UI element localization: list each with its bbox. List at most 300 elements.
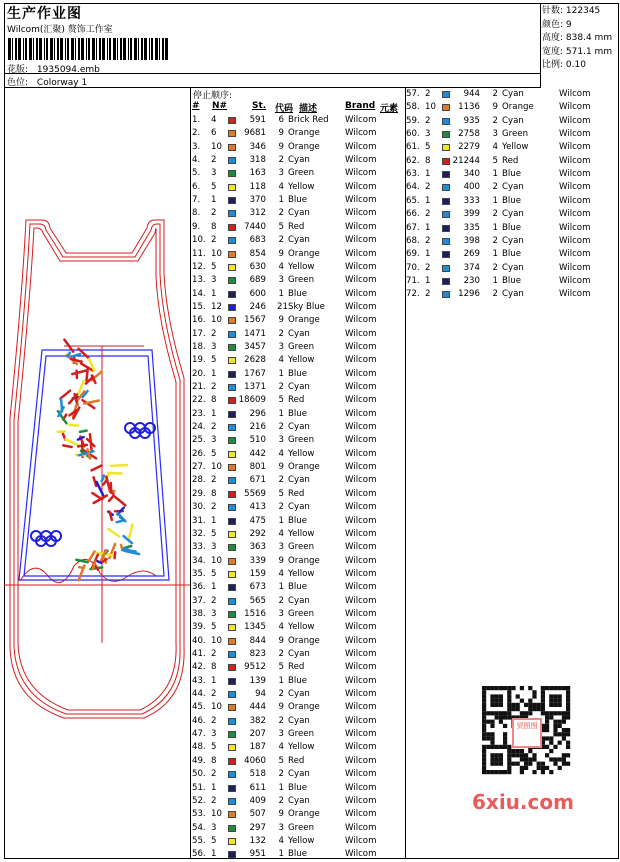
row-brand: Wilcom xyxy=(345,768,376,781)
row-stitches: 382 xyxy=(238,715,266,728)
color-swatch xyxy=(228,384,236,391)
row-number: 57. xyxy=(406,88,420,101)
qr-module xyxy=(490,724,494,728)
row-needle: 1 xyxy=(425,195,430,208)
design-divider xyxy=(190,87,191,859)
color-row xyxy=(192,621,404,634)
row-brand: Wilcom xyxy=(345,394,376,407)
color-swatch xyxy=(228,331,236,338)
barcode-bar xyxy=(96,38,97,60)
barcode xyxy=(8,38,168,60)
row-code: 4 xyxy=(277,261,284,274)
qr-module xyxy=(566,762,570,766)
row-code: 1 xyxy=(491,248,498,261)
color-row xyxy=(192,207,404,220)
qr-module xyxy=(495,745,499,749)
row-code: 1 xyxy=(491,168,498,181)
row-description: Orange xyxy=(288,701,320,714)
row-description: Orange xyxy=(288,127,320,140)
barcode-bar xyxy=(12,38,13,60)
row-code: 2 xyxy=(491,88,498,101)
color-row xyxy=(192,515,404,528)
qr-module xyxy=(558,766,562,770)
row-number: 44. xyxy=(192,688,206,701)
qr-module xyxy=(558,741,562,745)
row-number: 22. xyxy=(192,394,206,407)
qr-module xyxy=(524,762,528,766)
qr-module xyxy=(490,745,494,749)
color-row xyxy=(192,541,404,554)
row-brand: Wilcom xyxy=(345,461,376,474)
row-stitches: 444 xyxy=(238,701,266,714)
qr-module xyxy=(495,770,499,774)
row-stitches: 673 xyxy=(238,581,266,594)
qr-module xyxy=(537,703,541,707)
barcode-bar xyxy=(130,38,132,60)
qr-module xyxy=(549,757,553,761)
row-needle: 2 xyxy=(211,328,216,341)
qr-module xyxy=(511,707,515,711)
row-stitches: 296 xyxy=(238,408,266,421)
color-swatch xyxy=(228,718,236,725)
row-needle: 2 xyxy=(425,235,430,248)
barcode-bar xyxy=(75,38,76,60)
row-number: 43. xyxy=(192,675,206,688)
barcode-bar xyxy=(120,38,122,60)
row-number: 33. xyxy=(192,541,206,554)
row-description: Cyan xyxy=(288,715,310,728)
color-row xyxy=(406,155,586,168)
row-number: 47. xyxy=(192,728,206,741)
qr-module xyxy=(482,770,486,774)
qr-module xyxy=(562,711,566,715)
row-stitches: 132 xyxy=(238,835,266,848)
row-number: 5. xyxy=(192,167,200,180)
qr-module xyxy=(520,753,524,757)
row-brand: Wilcom xyxy=(559,155,590,168)
row-needle: 2 xyxy=(211,154,216,167)
row-description: Blue xyxy=(288,368,307,381)
row-brand: Wilcom xyxy=(559,141,590,154)
qr-module xyxy=(545,766,549,770)
row-description: Blue xyxy=(288,515,307,528)
qr-module xyxy=(553,720,557,724)
qr-module xyxy=(558,724,562,728)
row-brand: Wilcom xyxy=(345,328,376,341)
color-swatch xyxy=(228,437,236,444)
qr-module xyxy=(566,703,570,707)
row-stitches: 935 xyxy=(452,115,480,128)
row-description: Cyan xyxy=(288,381,310,394)
qr-module xyxy=(524,703,528,707)
qr-module xyxy=(520,770,524,774)
qr-module xyxy=(566,753,570,757)
barcode-bar xyxy=(65,38,66,60)
row-code: 1 xyxy=(277,194,284,207)
barcode-bar xyxy=(8,38,11,60)
row-description: Yellow xyxy=(288,528,314,541)
row-needle: 1 xyxy=(211,288,216,301)
row-description: Cyan xyxy=(502,181,524,194)
row-brand: Wilcom xyxy=(345,581,376,594)
row-code: 2 xyxy=(277,474,284,487)
row-code: 2 xyxy=(491,208,498,221)
qr-module xyxy=(553,745,557,749)
phoenix-stitch xyxy=(109,496,114,501)
row-needle: 1 xyxy=(425,248,430,261)
qr-module xyxy=(490,762,494,766)
row-description: Red xyxy=(288,488,304,501)
row-number: 67. xyxy=(406,222,420,235)
barcode-bar xyxy=(99,38,101,60)
row-stitches: 4060 xyxy=(238,755,266,768)
qr-module xyxy=(482,699,486,703)
row-brand: Wilcom xyxy=(345,822,376,835)
phoenix-stitch xyxy=(92,493,102,499)
qr-module xyxy=(499,753,503,757)
qr-module xyxy=(503,711,507,715)
row-number: 24. xyxy=(192,421,206,434)
qr-module xyxy=(482,694,486,698)
qr-module xyxy=(495,694,499,698)
row-code: 9 xyxy=(277,127,284,140)
qr-module xyxy=(541,690,545,694)
row-stitches: 2758 xyxy=(452,128,480,141)
row-code: 2 xyxy=(277,154,284,167)
row-needle: 1 xyxy=(425,275,430,288)
qr-module xyxy=(490,703,494,707)
color-swatch xyxy=(228,664,236,671)
row-number: 54. xyxy=(192,822,206,835)
barcode-bar xyxy=(134,38,137,60)
row-brand: Wilcom xyxy=(345,421,376,434)
stop-sequence-caption: 停止顺序: xyxy=(193,88,232,101)
color-swatch xyxy=(228,237,236,244)
row-number: 50. xyxy=(192,768,206,781)
row-needle: 6 xyxy=(211,127,216,140)
header-element: 元素 xyxy=(380,101,398,114)
row-code: 3 xyxy=(277,822,284,835)
color-swatch xyxy=(228,851,236,858)
color-swatch xyxy=(442,184,450,191)
qr-module xyxy=(495,686,499,690)
row-brand: Wilcom xyxy=(345,127,376,140)
row-description: Yellow xyxy=(288,448,314,461)
qr-module xyxy=(511,686,515,690)
row-number: 2. xyxy=(192,127,200,140)
color-row xyxy=(192,581,404,594)
row-number: 55. xyxy=(192,835,206,848)
row-number: 52. xyxy=(192,795,206,808)
row-description: Blue xyxy=(288,194,307,207)
row-number: 71. xyxy=(406,275,420,288)
row-brand: Wilcom xyxy=(559,101,590,114)
row-stitches: 230 xyxy=(452,275,480,288)
row-needle: 1 xyxy=(211,581,216,594)
row-number: 26. xyxy=(192,448,206,461)
barcode-bar xyxy=(18,38,21,60)
row-number: 15. xyxy=(192,301,206,314)
phoenix-stitch xyxy=(121,545,122,549)
color-row xyxy=(192,301,404,314)
row-brand: Wilcom xyxy=(345,568,376,581)
qr-module xyxy=(482,690,486,694)
qr-module xyxy=(495,699,499,703)
row-code: 2 xyxy=(277,688,284,701)
color-swatch xyxy=(228,785,236,792)
qr-module xyxy=(516,703,520,707)
qr-module xyxy=(499,745,503,749)
qr-module xyxy=(499,686,503,690)
header-desc: 描述 xyxy=(299,101,317,114)
row-needle: 8 xyxy=(425,155,430,168)
color-row xyxy=(406,235,586,248)
qr-module xyxy=(507,766,511,770)
row-brand: Wilcom xyxy=(345,555,376,568)
row-number: 4. xyxy=(192,154,200,167)
row-brand: Wilcom xyxy=(345,621,376,634)
color-swatch xyxy=(228,584,236,591)
row-code: 1 xyxy=(277,782,284,795)
barcode-bar xyxy=(57,38,59,60)
row-needle: 5 xyxy=(211,621,216,634)
row-code: 2 xyxy=(491,235,498,248)
qr-module xyxy=(566,715,570,719)
row-stitches: 94 xyxy=(238,688,266,701)
qr-module xyxy=(482,686,486,690)
row-brand: Wilcom xyxy=(345,661,376,674)
stat-scale: 比例: 0.10 xyxy=(542,59,612,73)
row-stitches: 400 xyxy=(452,181,480,194)
row-number: 14. xyxy=(192,288,206,301)
color-row xyxy=(192,741,404,754)
row-brand: Wilcom xyxy=(345,167,376,180)
row-code: 3 xyxy=(277,167,284,180)
row-needle: 2 xyxy=(211,688,216,701)
row-stitches: 340 xyxy=(452,168,480,181)
row-code: 3 xyxy=(491,128,498,141)
barcode-bar xyxy=(36,38,38,60)
qr-module xyxy=(503,745,507,749)
color-row xyxy=(406,288,586,301)
row-brand: Wilcom xyxy=(345,234,376,247)
row-description: Cyan xyxy=(288,154,310,167)
row-number: 68. xyxy=(406,235,420,248)
row-number: 17. xyxy=(192,328,206,341)
qr-module xyxy=(541,766,545,770)
row-brand: Wilcom xyxy=(345,408,376,421)
qr-module xyxy=(507,745,511,749)
row-description: Yellow xyxy=(288,261,314,274)
row-number: 28. xyxy=(192,474,206,487)
row-number: 39. xyxy=(192,621,206,634)
row-stitches: 2279 xyxy=(452,141,480,154)
row-description: Orange xyxy=(288,555,320,568)
row-needle: 2 xyxy=(211,795,216,808)
color-row xyxy=(406,262,586,275)
barcode-bar xyxy=(54,38,55,60)
row-needle: 3 xyxy=(425,128,430,141)
row-brand: Wilcom xyxy=(559,128,590,141)
qr-module xyxy=(537,762,541,766)
phoenix-stitch xyxy=(86,367,87,380)
row-needle: 3 xyxy=(211,822,216,835)
row-brand: Wilcom xyxy=(559,168,590,181)
row-needle: 2 xyxy=(425,88,430,101)
color-swatch xyxy=(442,211,450,218)
qr-module xyxy=(486,686,490,690)
row-description: Orange xyxy=(288,248,320,261)
row-brand: Wilcom xyxy=(345,715,376,728)
phoenix-stitch xyxy=(97,561,101,563)
row-stitches: 7440 xyxy=(238,221,266,234)
row-brand: Wilcom xyxy=(345,608,376,621)
row-description: Green xyxy=(288,341,314,354)
qr-module xyxy=(524,757,528,761)
qr-module xyxy=(499,720,503,724)
page-title: 生产作业图 xyxy=(7,3,82,23)
row-brand: Wilcom xyxy=(559,195,590,208)
color-row xyxy=(192,768,404,781)
qr-module xyxy=(482,762,486,766)
row-code: 4 xyxy=(277,741,284,754)
row-needle: 5 xyxy=(211,181,216,194)
color-swatch xyxy=(228,264,236,271)
row-description: Green xyxy=(288,434,314,447)
row-description: Green xyxy=(288,167,314,180)
row-brand: Wilcom xyxy=(345,595,376,608)
row-brand: Wilcom xyxy=(345,248,376,261)
row-number: 30. xyxy=(192,501,206,514)
color-swatch xyxy=(442,251,450,258)
color-swatch xyxy=(228,744,236,751)
row-needle: 5 xyxy=(211,528,216,541)
qr-module xyxy=(541,699,545,703)
qr-module xyxy=(545,720,549,724)
qr-module xyxy=(528,749,532,753)
qr-module xyxy=(486,736,490,740)
row-number: 31. xyxy=(192,515,206,528)
row-code: 1 xyxy=(491,195,498,208)
qr-module xyxy=(528,711,532,715)
row-needle: 2 xyxy=(425,115,430,128)
color-row xyxy=(192,141,404,154)
row-description: Green xyxy=(288,541,314,554)
row-stitches: 475 xyxy=(238,515,266,528)
row-number: 23. xyxy=(192,408,206,421)
color-row xyxy=(192,608,404,621)
watermark: 6xiu.com xyxy=(472,790,574,814)
color-row xyxy=(192,341,404,354)
qr-module xyxy=(490,753,494,757)
qr-module xyxy=(558,703,562,707)
qr-module xyxy=(490,694,494,698)
row-stitches: 374 xyxy=(452,262,480,275)
color-row xyxy=(192,501,404,514)
phoenix-stitch xyxy=(72,371,86,374)
color-row xyxy=(192,755,404,768)
row-code: 2 xyxy=(277,795,284,808)
color-row xyxy=(192,808,404,821)
row-stitches: 683 xyxy=(238,234,266,247)
color-row xyxy=(192,288,404,301)
row-brand: Wilcom xyxy=(345,381,376,394)
qr-module xyxy=(482,757,486,761)
row-brand: Wilcom xyxy=(345,488,376,501)
phoenix-stitch xyxy=(78,445,87,447)
row-description: Brick Red xyxy=(288,114,329,127)
qr-module xyxy=(507,753,511,757)
row-number: 27. xyxy=(192,461,206,474)
barcode-bar xyxy=(67,38,69,60)
row-brand: Wilcom xyxy=(559,262,590,275)
row-needle: 10 xyxy=(211,248,222,261)
color-swatch xyxy=(442,118,450,125)
row-description: Orange xyxy=(288,635,320,648)
row-number: 1. xyxy=(192,114,200,127)
row-brand: Wilcom xyxy=(345,194,376,207)
qr-module xyxy=(541,686,545,690)
row-brand: Wilcom xyxy=(559,208,590,221)
row-description: Cyan xyxy=(288,328,310,341)
row-stitches: 9512 xyxy=(238,661,266,674)
row-description: Green xyxy=(288,822,314,835)
header-needle: N# xyxy=(212,101,227,111)
row-description: Cyan xyxy=(502,288,524,301)
row-description: Orange xyxy=(288,314,320,327)
color-row xyxy=(406,248,586,261)
row-stitches: 118 xyxy=(238,181,266,194)
qr-module xyxy=(486,720,490,724)
color-row xyxy=(192,434,404,447)
qr-module xyxy=(482,749,486,753)
row-stitches: 1296 xyxy=(452,288,480,301)
row-stitches: 823 xyxy=(238,648,266,661)
row-needle: 5 xyxy=(211,261,216,274)
row-description: Red xyxy=(288,394,304,407)
qr-module xyxy=(553,699,557,703)
row-needle: 2 xyxy=(211,207,216,220)
row-code: 4 xyxy=(491,141,498,154)
row-number: 32. xyxy=(192,528,206,541)
row-code: 6 xyxy=(277,114,284,127)
qr-module xyxy=(482,711,486,715)
row-code: 2 xyxy=(277,501,284,514)
color-row xyxy=(406,128,586,141)
row-number: 6. xyxy=(192,181,200,194)
row-description: Blue xyxy=(288,848,307,861)
qr-module xyxy=(490,720,494,724)
row-needle: 2 xyxy=(211,381,216,394)
row-brand: Wilcom xyxy=(345,114,376,127)
qr-module xyxy=(503,724,507,728)
color-swatch xyxy=(228,544,236,551)
qr-module xyxy=(562,732,566,736)
qr-module xyxy=(520,711,524,715)
row-stitches: 518 xyxy=(238,768,266,781)
color-swatch xyxy=(228,357,236,364)
row-code: 2 xyxy=(491,181,498,194)
row-description: Yellow xyxy=(288,568,314,581)
color-row xyxy=(406,275,586,288)
qr-module xyxy=(499,757,503,761)
row-brand: Wilcom xyxy=(345,808,376,821)
row-needle: 2 xyxy=(211,474,216,487)
color-swatch xyxy=(228,571,236,578)
qr-module xyxy=(553,732,557,736)
color-row xyxy=(406,222,586,235)
color-row xyxy=(192,528,404,541)
